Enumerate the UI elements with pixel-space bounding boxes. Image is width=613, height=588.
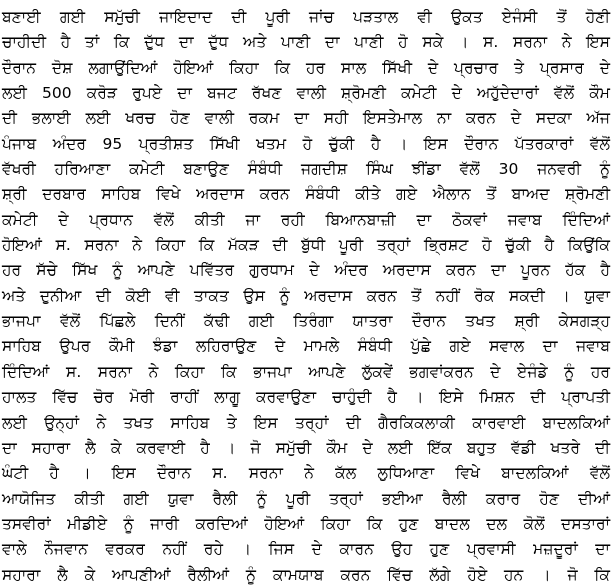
text-line: ਸ਼੍ਰੀ ਦਰਬਾਰ ਸਾਹਿਬ ਵਿਖੇ ਅਰਦਾਸ ਕਰਨ ਸੰਬੰਧੀ ਕੀਤੇ ਗਏ ਐਲਾਨ ਤੋਂ ਬਾਅਦ ਸ਼੍ਰੋਮਣੀ (2, 185, 610, 204)
text-line: ਦੌਰਾਨ ਦੋਸ਼ ਲਗਾਉਂਦਿਆਂ ਹੋਇਆਂ ਕਿਹਾ ਕਿ ਹਰ ਸਾਲ ਸਿੱਖੀ ਦੇ ਪ੍ਰਚਾਰ ਤੇ ਪ੍ਰਸਾਰ ਦੇ (2, 58, 610, 77)
text-line: ਦਾ ਸਹਾਰਾ ਲੈ ਕੇ ਕਰਵਾਈ ਹੈ । ਜੋ ਸਮੁੱਚੀ ਕੌਮ ਦੇ ਲਈ ਇੱਕ ਬਹੁਤ ਵੱਡੀ ਖਤਰੇ ਦੀ (2, 438, 610, 457)
text-line: ਹਾਲਤ ਵਿੱਚ ਚੋਰ ਮੋਰੀ ਰਾਹੀਂ ਲਾਗੂ ਕਰਵਾਉਣਾ ਚਾਹੁੰਦੀ ਹੈ । ਇਸੇ ਮਿਸ਼ਨ ਦੀ ਪ੍ਰਾਪਤੀ (2, 388, 610, 407)
text-line: ਕਮੇਟੀ ਦੇ ਪ੍ਰਧਾਨ ਵੱਲੋਂ ਕੀਤੀ ਜਾ ਰਹੀ ਬਿਆਨਬਾਜ਼ੀ ਦਾ ਠੋਕਵਾਂ ਜਵਾਬ ਦਿੰਦਿਆਂ (2, 210, 610, 229)
text-line: ਅਤੇ ਦੁਨੀਆ ਦੀ ਕੋਈ ਵੀ ਤਾਕਤ ਉਸ ਨੂੰ ਅਰਦਾਸ ਕਰਨ ਤੋਂ ਨਹੀਂ ਰੋਕ ਸਕਦੀ । ਯੁਵਾ (2, 286, 610, 305)
text-line: ਸਹਾਰਾ ਲੈ ਕੇ ਆਪਣੀਆਂ ਰੈਲੀਆਂ ਨੂੰ ਕਾਮਯਾਬ ਕਰਨ ਵਿੱਚ ਲੱਗੇ ਹੋਏ ਹਨ । ਜੋ ਕਿ (2, 565, 610, 584)
text-line: ਦਿੰਦਿਆਂ ਸ. ਸਰਨਾ ਨੇ ਕਿਹਾ ਕਿ ਭਾਜਪਾ ਆਪਣੇ ਲੁੱਕਵੇਂ ਭਗਵਾਂਕਰਨ ਦੇ ਏਜੰਡੇ ਨੂੰ ਹਰ (2, 362, 610, 381)
text-line: ਹੋਇਆਂ ਸ. ਸਰਨਾ ਨੇ ਕਿਹਾ ਕਿ ਮੱਕੜ ਦੀ ਬੁੱਧੀ ਪੂਰੀ ਤਰ੍ਹਾਂ ਭ੍ਰਿਸ਼ਟ ਹੋ ਚੁੱਕੀ ਹੈ ਕਿਉਂਕਿ (2, 236, 610, 255)
text-line: ਹਰ ਸੱਚੇ ਸਿੱਖ ਨੂੰ ਆਪਣੇ ਪਵਿੱਤਰ ਗੁਰਧਾਮ ਦੇ ਅੰਦਰ ਅਰਦਾਸ ਕਰਨ ਦਾ ਪੂਰਨ ਹੱਕ ਹੈ (2, 261, 610, 280)
text-line: ਸਾਹਿਬ ਉਪਰ ਕੌਮੀ ਝੰਡਾ ਲਹਿਰਾਉਣ ਦੇ ਮਾਮਲੇ ਸੰਬੰਧੀ ਪੁੱਛੇ ਗਏ ਸਵਾਲ ਦਾ ਜਵਾਬ (2, 337, 610, 356)
text-line: ਭਾਜਪਾ ਵੱਲੋਂ ਪਿੱਛਲੇ ਦਿਨੀਂ ਕੱਢੀ ਗਈ ਤਿਰੰਗਾ ਯਾਤਰਾ ਦੌਰਾਨ ਤਖਤ ਸ਼੍ਰੀ ਕੇਸਗੜ੍ਹ (2, 312, 610, 331)
text-line: ਚਾਹੀਦੀ ਹੈ ਤਾਂ ਕਿ ਦੁੱਧ ਦਾ ਦੁੱਧ ਅਤੇ ਪਾਣੀ ਦਾ ਪਾਣੀ ਹੋ ਸਕੇ । ਸ. ਸਰਨਾ ਨੇ ਇਸ (2, 33, 610, 52)
text-line: ਵੱਖਰੀ ਹਰਿਆਣਾ ਕਮੇਟੀ ਬਣਾਉਣ ਸੰਬੰਧੀ ਜਗਦੀਸ਼ ਸਿੰਘ ਝੀਂਡਾ ਵੱਲੋਂ 30 ਜਨਵਰੀ ਨੂੰ (2, 160, 610, 179)
text-line: ਦੀ ਭਲਾਈ ਲਈ ਖਰਚ ਹੋਣ ਵਾਲੀ ਰਕਮ ਦਾ ਸਹੀ ਇਸਤੇਮਾਲ ਨਾ ਕਰਨ ਦੇ ਸਦਕਾ ਅੱਜ (2, 109, 610, 128)
text-line: ਤਸਵੀਰਾਂ ਮੀਡੀਏ ਨੂੰ ਜਾਰੀ ਕਰਦਿਆਂ ਹੋਇਆਂ ਕਿਹਾ ਕਿ ਹੁਣ ਬਾਦਲ ਦਲ ਕੋਲੋਂ ਦਸਤਾਰਾਂ (2, 514, 610, 533)
text-line: ਆਯੋਜਿਤ ਕੀਤੀ ਗਈ ਯੁਵਾ ਰੈਲੀ ਨੂੰ ਪੂਰੀ ਤਰ੍ਹਾਂ ਭਈਆ ਰੈਲੀ ਕਰਾਰ ਹੋਣ ਦੀਆਂ (2, 489, 610, 508)
text-line: ਵਾਲੇ ਨੌਜਵਾਨ ਵਰਕਰ ਨਹੀਂ ਰਹੇ । ਜਿਸ ਦੇ ਕਾਰਨ ਉਹ ਹੁਣ ਪ੍ਰਵਾਸੀ ਮਜ਼ਦੂਰਾਂ ਦਾ (2, 540, 610, 559)
text-line: ਘੰਟੀ ਹੈ । ਇਸ ਦੌਰਾਨ ਸ. ਸਰਨਾ ਨੇ ਕੱਲ ਲੁਧਿਆਣਾ ਵਿਖੇ ਬਾਦਲਕਿਆਂ ਵੱਲੋਂ (2, 464, 610, 483)
text-line: ਬਣਾਈ ਗਈ ਸਮੁੱਚੀ ਜਾਇਦਾਦ ਦੀ ਪੂਰੀ ਜਾਂਚ ਪੜਤਾਲ ਵੀ ਉਕਤ ਏਜੰਸੀ ਤੋਂ ਹੋਣੀ (2, 8, 610, 26)
text-line: ਪੰਜਾਬ ਅੰਦਰ 95 ਪ੍ਰਤੀਸ਼ਤ ਸਿੱਖੀ ਖਤਮ ਹੋ ਚੁੱਕੀ ਹੈ । ਇਸ ਦੌਰਾਨ ਪੱਤਰਕਾਰਾਂ ਵੱਲੋਂ (2, 134, 610, 153)
article-body (2, 5, 610, 588)
text-line: ਲਈ 500 ਕਰੋੜ ਰੁਪਏ ਦਾ ਬਜਟ ਰੱਖਣ ਵਾਲੀ ਸ਼੍ਰੋਮਣੀ ਕਮੇਟੀ ਦੇ ਅਹੁੱਦੇਦਾਰਾਂ ਵੱਲੋਂ ਕੌਮ (2, 84, 610, 103)
text-line: ਲਈ ਉਨ੍ਹਾਂ ਨੇ ਤਖਤ ਸਾਹਿਬ ਤੇ ਇਸ ਤਰ੍ਹਾਂ ਦੀ ਗੈਰਕਿਕਲਾਕੀ ਕਾਰਵਾਈ ਬਾਦਲਕਿਆਂ (2, 413, 610, 432)
